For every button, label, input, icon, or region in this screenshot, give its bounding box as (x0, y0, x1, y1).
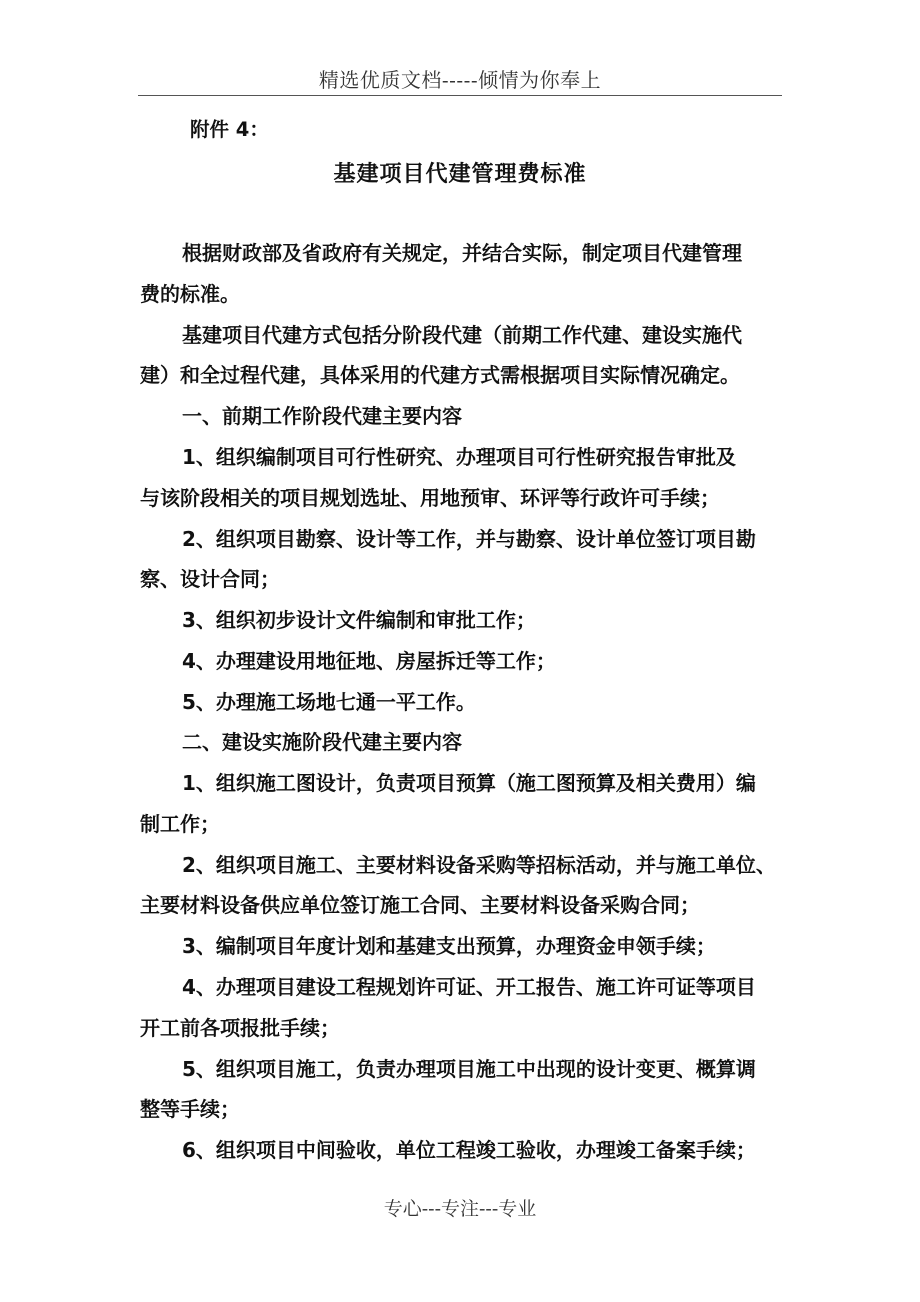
list-item-line: 3、组织初步设计文件编制和审批工作； (182, 608, 536, 632)
list-item-line: 主要材料设备供应单位签订施工合同、主要材料设备采购合同； (140, 893, 700, 917)
attachment-label: 附件 4： (190, 118, 269, 141)
list-item-line: 6、组织项目中间验收，单位工程竣工验收，办理竣工备案手续； (182, 1138, 756, 1162)
paragraph-line: 建）和全过程代建，具体采用的代建方式需根据项目实际情况确定。 (140, 363, 740, 387)
list-item-line: 2、组织项目施工、主要材料设备采购等招标活动，并与施工单位、 (182, 853, 776, 877)
section-heading: 一、前期工作阶段代建主要内容 (182, 404, 462, 428)
list-item-line: 2、组织项目勘察、设计等工作，并与勘察、设计单位签订项目勘 (182, 527, 756, 551)
section-heading: 二、建设实施阶段代建主要内容 (182, 730, 462, 754)
list-item-line: 3、编制项目年度计划和基建支出预算，办理资金申领手续； (182, 934, 716, 958)
list-item-line: 5、组织项目施工，负责办理项目施工中出现的设计变更、概算调 (182, 1057, 756, 1081)
paragraph-line: 根据财政部及省政府有关规定，并结合实际，制定项目代建管理 (182, 241, 742, 265)
page-footer: 专心---专注---专业 (383, 1198, 537, 1220)
header-divider (138, 95, 782, 96)
list-item-line: 整等手续； (140, 1097, 240, 1121)
list-item-line: 察、设计合同； (140, 567, 280, 591)
list-item-line: 4、办理项目建设工程规划许可证、开工报告、施工许可证等项目 (182, 975, 756, 999)
paragraph-line: 费的标准。 (140, 282, 240, 306)
list-item-line: 制工作； (140, 812, 220, 836)
list-item-line: 开工前各项报批手续； (140, 1016, 340, 1040)
page-header: 精选优质文档-----倾情为你奉上 (318, 68, 602, 92)
document-title: 基建项目代建管理费标准 (333, 162, 587, 187)
list-item-line: 1、组织编制项目可行性研究、办理项目可行性研究报告审批及 (182, 445, 736, 469)
paragraph-line: 基建项目代建方式包括分阶段代建（前期工作代建、建设实施代 (182, 323, 742, 347)
list-item-line: 1、组织施工图设计，负责项目预算（施工图预算及相关费用）编 (182, 771, 756, 795)
list-item-line: 4、办理建设用地征地、房屋拆迁等工作； (182, 649, 556, 673)
list-item-line: 与该阶段相关的项目规划选址、用地预审、环评等行政许可手续； (140, 486, 720, 510)
list-item-line: 5、办理施工场地七通一平工作。 (182, 690, 476, 714)
